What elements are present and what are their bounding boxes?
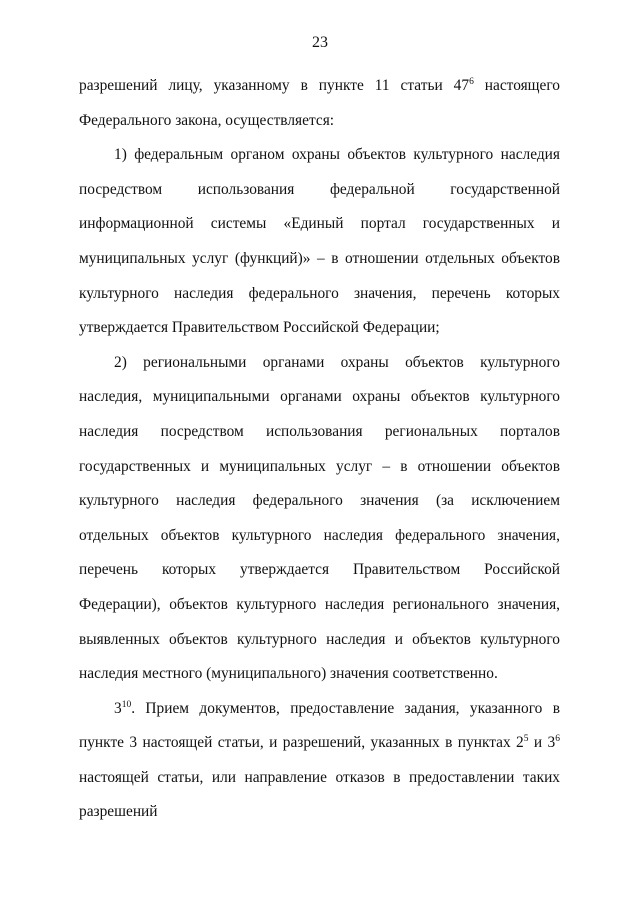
paragraph-item-1: 1) федеральным органом охраны объектов культурного наследия посредством использования федеральной государственной информационной системы «Единый портал государственных и муниципальных услуг (функций)» – в отношении отдельных объектов культурного наследия федерального значения, перечень которых утверждается Правительством Российской Федерации; [79, 146, 560, 337]
paragraph-text: и 3 [528, 734, 556, 752]
superscript: 6 [469, 77, 474, 87]
paragraph-3-10 [79, 692, 560, 830]
superscript: 10 [121, 699, 132, 710]
paragraph-continuation [79, 69, 560, 138]
paragraph-item-2: 2) региональными органами охраны объектов культурного наследия, муниципальными органами охраны объектов культурного наследия посредством использования региональных порталов государственных и муниципальных услуг – в отношении объектов культурного наследия федерального значения (за исключением отдельных объектов культурного наследия федерального значения, перечень которых утверждается Правительством Российской Федерации), объектов культурного наследия регионального значения, выявленных объектов культурного наследия и объектов культурного наследия местного (муниципального) значения соответственно. [79, 353, 560, 683]
paragraph-text: 3 [114, 699, 122, 717]
page-number: 23 [312, 34, 328, 51]
superscript: 5 [523, 734, 529, 745]
paragraph-text: настоящего Федерального закона, осуществляется: [79, 77, 560, 129]
paragraph-text: . Прием документов, предоставление задания, указанного в пункте 3 настоящей статьи, и разрешений, указанных в пунктах 2 [79, 699, 560, 752]
paragraph-text: настоящей статьи, или направление отказов в предоставлении таких разрешений [79, 768, 560, 821]
superscript: 6 [555, 734, 560, 745]
document-body [79, 69, 560, 830]
paragraph-text: разрешений лицу, указанному в пункте 11 статьи 47 [79, 77, 470, 94]
